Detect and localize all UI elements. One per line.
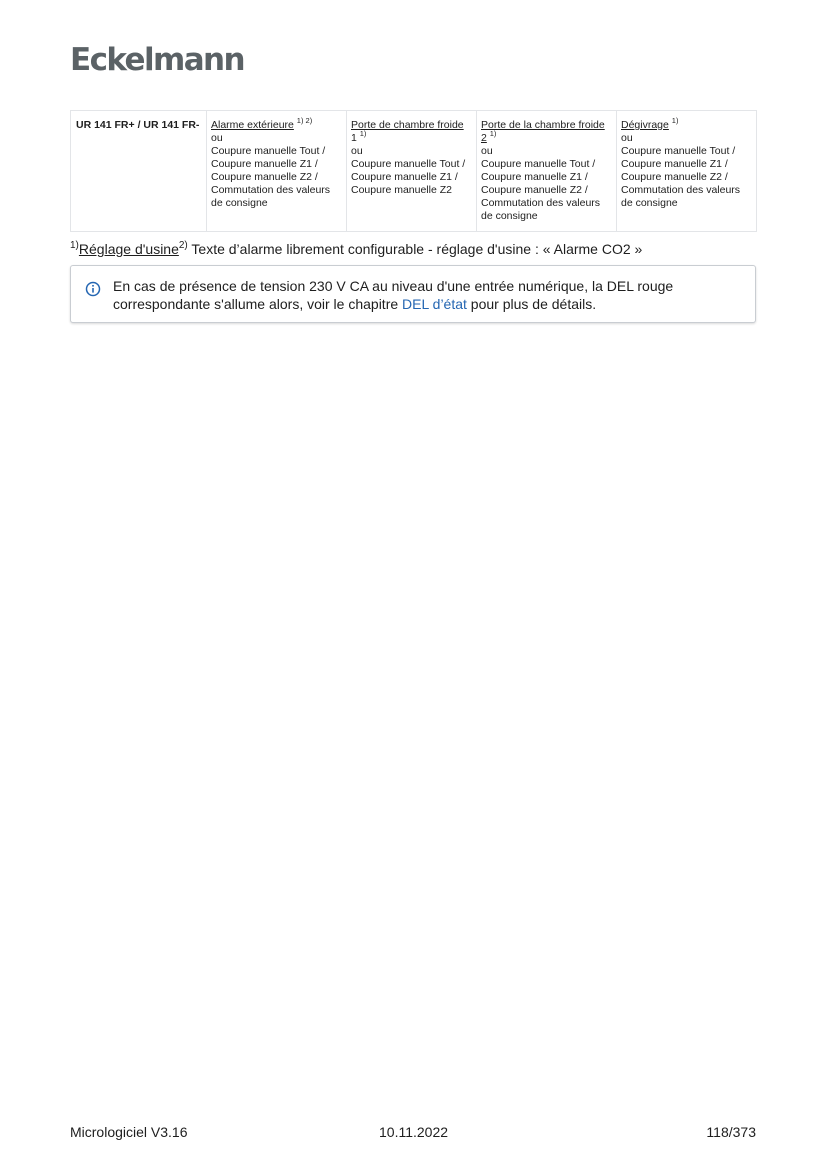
table-row bbox=[71, 111, 757, 232]
info-text-after: pour plus de détails. bbox=[466, 296, 597, 312]
digital-inputs-table bbox=[70, 110, 757, 232]
cell-line: ou bbox=[481, 145, 493, 157]
info-panel bbox=[70, 265, 756, 323]
cell-line: Coupure manuelle Z2 / bbox=[211, 171, 318, 183]
degivrage-link[interactable]: Dégivrage bbox=[621, 119, 669, 131]
cell-line: ou bbox=[621, 132, 633, 144]
cell-line: Coupure manuelle Z1 / bbox=[481, 171, 588, 183]
footnote-ref: 1) bbox=[359, 129, 367, 138]
cell-line: Commutation des valeurs bbox=[621, 184, 741, 196]
cell-line: Coupure manuelle Tout / bbox=[351, 158, 466, 170]
alarme-exterieure-link[interactable]: Alarme extérieure bbox=[211, 119, 294, 131]
cell-line: Commutation des valeurs bbox=[481, 197, 601, 209]
footnote-ref: 1) bbox=[671, 116, 679, 125]
cell-line: de consigne bbox=[481, 210, 538, 222]
porte-chambre-froide-1-link[interactable]: Porte de chambre froide bbox=[351, 119, 464, 131]
footnote-ref: 1) bbox=[489, 129, 497, 138]
info-text bbox=[113, 277, 733, 313]
cell-line: de consigne bbox=[211, 197, 268, 209]
cell-title-number[interactable]: 2 bbox=[481, 132, 487, 144]
cell-line: Commutation des valeurs bbox=[211, 184, 331, 196]
cell-line: Coupure manuelle Tout / bbox=[481, 158, 596, 170]
model-cell: UR 141 FR+ / UR 141 FR- bbox=[71, 111, 207, 232]
cell-line: Coupure manuelle Tout / bbox=[621, 145, 736, 157]
footnote-ref: 1) 2) bbox=[296, 116, 313, 125]
cell-line: ou bbox=[211, 132, 223, 144]
info-icon bbox=[85, 281, 101, 297]
eckelmann-logo: Eckelmann bbox=[70, 42, 244, 78]
cell-line: Coupure manuelle Z2 / bbox=[621, 171, 728, 183]
cell-title-number: 1 bbox=[351, 132, 357, 144]
cell-line: de consigne bbox=[621, 197, 678, 209]
footnote-sup-1: 1) bbox=[70, 240, 79, 251]
reglage-usine-link[interactable]: Réglage d'usine bbox=[78, 241, 179, 257]
footer-date: 10.11.2022 bbox=[379, 1124, 449, 1140]
footnote-sup-2: 2) bbox=[178, 240, 188, 251]
footer-page-number: 118/373 bbox=[706, 1124, 756, 1140]
cell-line: Coupure manuelle Z1 / bbox=[351, 171, 458, 183]
cell-line: ou bbox=[351, 145, 363, 157]
cell-porte-chambre-froide-1 bbox=[347, 111, 477, 232]
cell-line: Coupure manuelle Tout / bbox=[211, 145, 326, 157]
porte-chambre-froide-2-link[interactable]: Porte de la chambre froide bbox=[481, 119, 605, 131]
cell-line: Coupure manuelle Z1 / bbox=[211, 158, 318, 170]
cell-porte-chambre-froide-2 bbox=[477, 111, 617, 232]
footer-firmware: Micrologiciel V3.16 bbox=[70, 1124, 188, 1140]
info-text-before: En cas de présence de tension 230 V CA au niveau d'une entrée numérique, la DEL rouge correspondante s'allume alors, voir le chapitre bbox=[113, 278, 674, 312]
footnote-text: Texte d’alarme librement configurable - réglage d'usine : « Alarme CO2 » bbox=[187, 241, 643, 257]
footnote bbox=[70, 240, 642, 258]
del-etat-link[interactable]: DEL d’état bbox=[402, 296, 467, 312]
cell-degivrage bbox=[617, 111, 757, 232]
cell-line: Coupure manuelle Z1 / bbox=[621, 158, 728, 170]
cell-alarme-exterieure bbox=[207, 111, 347, 232]
cell-line: Coupure manuelle Z2 / bbox=[481, 184, 588, 196]
cell-line: Coupure manuelle Z2 bbox=[351, 184, 452, 196]
